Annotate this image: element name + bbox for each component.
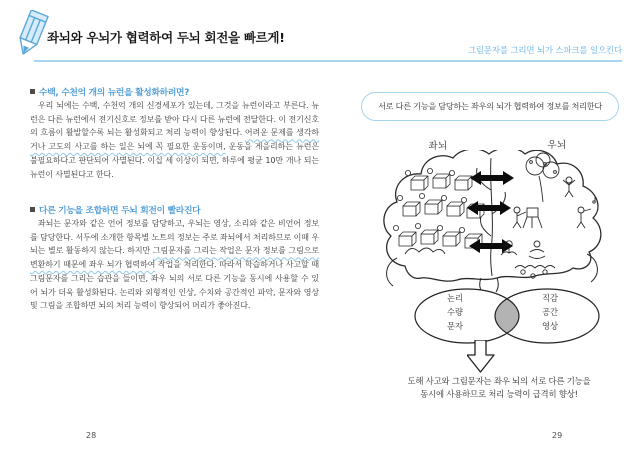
venn-left-item: 수량 — [446, 307, 464, 317]
diagram-caption — [374, 375, 624, 401]
venn-right-item: 공간 — [541, 307, 559, 317]
wavy-highlighted-phrase: 그림문자를 그리는 작업은 문자 정보를 그림으로 변환하기 때문에 좌우 뇌가 협력하여 — [30, 246, 319, 270]
body-paragraph-1 — [30, 99, 319, 181]
square-bullet-icon — [30, 89, 35, 94]
section-heading-2 — [30, 203, 320, 216]
text-segment: 운동을 게을리하는 뉴런은 불필요하다고 판단되어 사멸된다. 이십 세 이상이 되면, 하루에 평균 10만 개나 되는 뉴런이 사멸된다고 한다. — [30, 142, 319, 179]
chapter-note: 그림문자를 그리면 뇌가 스파크를 일으킨다 — [467, 46, 622, 56]
header-rule — [34, 60, 622, 62]
square-bullet-icon — [30, 207, 35, 212]
venn-right-item: 영상 — [541, 321, 559, 331]
brain-left-label: 좌뇌 — [428, 141, 448, 152]
section-heading-1-text: 수백, 수천억 개의 뉴런을 활성화하려면? — [39, 88, 190, 98]
down-arrow-icon — [467, 340, 495, 374]
page-number-left: 28 — [86, 431, 97, 440]
caption-line-1: 도해 사고와 그림문자는 좌우 뇌의 서로 다른 기능을 — [407, 376, 591, 386]
venn-left-item: 논리 — [446, 293, 464, 303]
venn-left-item: 문자 — [446, 321, 464, 331]
venn-right-item: 직감 — [541, 293, 559, 303]
page-title: 좌뇌와 우뇌가 협력하여 두뇌 회전을 빠르게! — [47, 30, 285, 45]
body-paragraph-2 — [30, 217, 319, 313]
callout-text: 서로 다른 기능을 담당하는 좌우의 뇌가 협력하여 정보를 처리한다 — [378, 101, 602, 111]
brain-right-label: 우뇌 — [547, 140, 567, 151]
text-segment: 작업을 처리한다. 따라서 학습하거나 사고할 때 그림문자를 그리는 습관을 들이면, 좌우 뇌의 서로 다른 기능을 동시에 사용할 수 있어 뇌가 더욱 활성화된다. 논리와 외형적인 인상, 수치와 공간적인 파악, 문자와 영상 및 그림을 조합하면 뇌의 처리 능력이 향상되어 머리가 좋아진다. — [30, 260, 319, 311]
caption-line-2: 동시에 사용하므로 처리 능력이 급격히 향상! — [420, 389, 578, 399]
callout-box — [361, 92, 619, 121]
brain-illustration — [377, 150, 609, 296]
page-number-right: 29 — [552, 431, 563, 440]
section-heading-1 — [30, 85, 320, 98]
wavy-highlighted-phrase: 어려운 문제를 생각하거나 고도의 사고를 하는 일은 뇌에 꼭 필요한 운동이며, — [30, 128, 319, 152]
text-segment: 우리 뇌에는 수백, 수천억 개의 신경세포가 있는데, 그것을 뉴런이라고 부른다. 뉴런은 다른 뉴런에서 전기신호로 정보를 받아 다시 다른 뉴런에 전달한다. 이 전기신호의 흐름이 활발할수록 뇌는 활성화되고 처리 능력이 향상된다. — [30, 101, 319, 138]
section-heading-2-text: 다른 기능을 조합하면 두뇌 회전이 빨라진다 — [39, 206, 201, 216]
text-segment: 좌뇌는 문자와 같은 언어 정보를 담당하고, 우뇌는 영상, 소리와 같은 비언어 정보를 담당한다. 서두에 소개한 항목별 노트의 정보는 주로 좌뇌에서 처리하므로 이때 우뇌는 별로 활동하지 않는다. 하지만 — [30, 219, 319, 256]
